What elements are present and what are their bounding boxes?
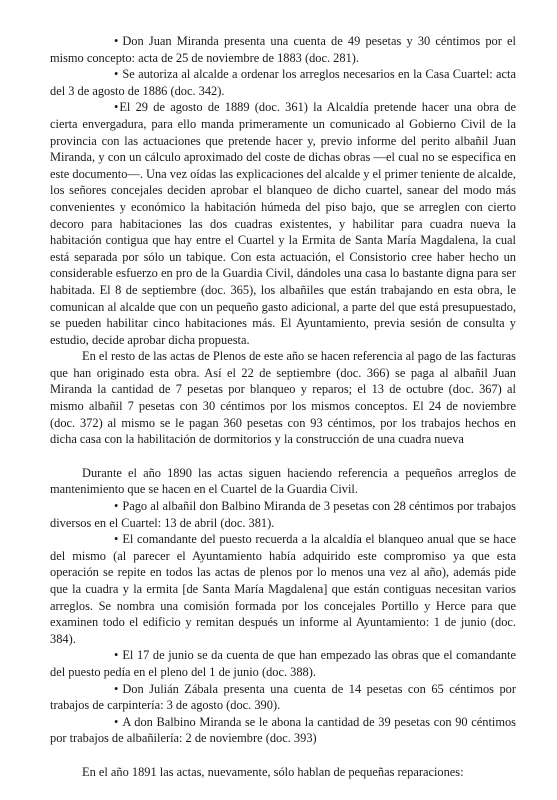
bullet-icon: • <box>114 499 119 514</box>
paragraph-text: A don Balbino Miranda se le abona la cantidad de 39 pesetas con 90 céntimos por trabajos de albañilería: 2 de noviembre (doc. 393) <box>50 714 516 746</box>
bullet-paragraph <box>50 99 516 348</box>
bullet-icon: • <box>114 714 119 729</box>
paragraph-text: En el año 1891 las actas, nuevamente, sólo hablan de pequeñas reparaciones: <box>82 764 464 779</box>
body-paragraph <box>50 465 516 498</box>
paragraph-text: Don Julián Zábala presenta una cuenta de 14 pesetas con 65 céntimos por trabajos de carpintería: 3 de agosto (doc. 390). <box>50 681 516 713</box>
bullet-paragraph <box>50 66 516 99</box>
bullet-icon: • <box>114 532 119 547</box>
paragraph-text: Durante el año 1890 las actas siguen haciendo referencia a pequeños arreglos de mantenimiento que se hacen en el Cuartel de la Guardia Civil. <box>50 465 516 497</box>
bullet-paragraph <box>50 647 516 680</box>
paragraph-text: Pago al albañil don Balbino Miranda de 3 pesetas con 28 céntimos por trabajos diversos en el Cuartel: 13 de abril (doc. 381). <box>50 499 516 530</box>
bullet-icon: • <box>114 34 119 48</box>
bullet-paragraph <box>50 714 516 747</box>
document-page <box>50 33 516 781</box>
paragraph-text: El comandante del puesto recuerda a la alcaldía el blanqueo anual que se hace del mismo (al parecer el Ayuntamiento había adquirido este compromiso ya que esta operación se repite en todos las actas de plenos por lo menos una vez al año), además pide que la cuadra y la ermita [de Santa María Magdalena] que están contiguas necesitan varios arreglos. Se nombra una comisión formada por los concejales Portillo y Herce para que examinen todo el edificio y remitan después un informe al Ayuntamiento: 1 de junio (doc. 384). <box>50 532 516 646</box>
bullet-paragraph <box>50 33 516 66</box>
paragraph-text: Se autoriza al alcalde a ordenar los arreglos necesarios en la Casa Cuartel: acta del 3 de agosto de 1886 (doc. 342). <box>50 67 516 98</box>
bullet-icon: • <box>114 100 119 115</box>
paragraph-text: El 17 de junio se da cuenta de que han empezado las obras que el comandante del puesto pedía en el pleno del 1 de junio (doc. 388). <box>50 648 516 679</box>
paragraph-text: El 29 de agosto de 1889 (doc. 361) la Alcaldía pretende hacer una obra de cierta envergadura, para ello manda primeramente un comunicado al Gobierno Civil de la provincia con las actuaciones que pretende hacer y, previo informe del perito albañil Juan Miranda, y con un cálculo aproximado del coste de dichas obras —el cual no se especifica en este documento—. Una vez oídas las explicaciones del alcalde y el primer teniente de alcalde, los señores concejales deciden aprobar el blanqueo de dicho cuartel, sanear del modo más convenientes y económico la habitación húmeda del piso bajo, que se arreglen con cierto decoro para habitaciones las dos cuadras existentes, y habilitar para cuadra nueva la habitación contigua que hay entre el Cuartel y la Ermita de Santa María Magdalena, la cual está separada por sólo un tabique. Con esta actuación, el Consistorio cree haber hecho un considerable esfuerzo en pro de la Guardia Civil, dándoles una casa lo bastante digna para ser habitada. El 8 de septiembre (doc. 365), los albañiles que están trabajando en esta obra, le comunican al alcalde que con un pequeño gasto adicional, a parte del que está presupuestado, se pueden habilitar cinco habitaciones más. El Ayuntamiento, previa sesión de consulta y estudio, decide aprobar dicha propuesta. <box>50 100 516 347</box>
paragraph-text: En el resto de las actas de Plenos de este año se hacen referencia al pago de las facturas que han originado esta obra. Así el 22 de septiembre (doc. 366) se paga al albañil Juan Miranda la cantidad de 7 pesetas por blanqueo y reparos; el 13 de octubre (doc. 367) al mismo albañil 7 pesetas con 30 céntimos por los mismos conceptos. El 24 de noviembre (doc. 372) al mismo se le pagan 360 pesetas con 93 céntimos, por los trabajos hechos en dicha casa con la habilitación de dormitorios y la construcción de una cuadra nueva <box>50 349 516 447</box>
bullet-paragraph <box>50 681 516 714</box>
bullet-icon: • <box>114 648 119 663</box>
paragraph-gap <box>50 747 516 764</box>
body-paragraph <box>50 764 516 781</box>
paragraph-text: Don Juan Miranda presenta una cuenta de 49 pesetas y 30 céntimos por el mismo concepto: acta de 25 de noviembre de 1883 (doc. 281). <box>50 34 516 65</box>
bullet-paragraph <box>50 498 516 531</box>
bullet-paragraph <box>50 531 516 647</box>
body-paragraph <box>50 348 516 448</box>
bullet-icon: • <box>114 67 119 82</box>
paragraph-gap <box>50 448 516 465</box>
bullet-icon: • <box>114 681 119 696</box>
